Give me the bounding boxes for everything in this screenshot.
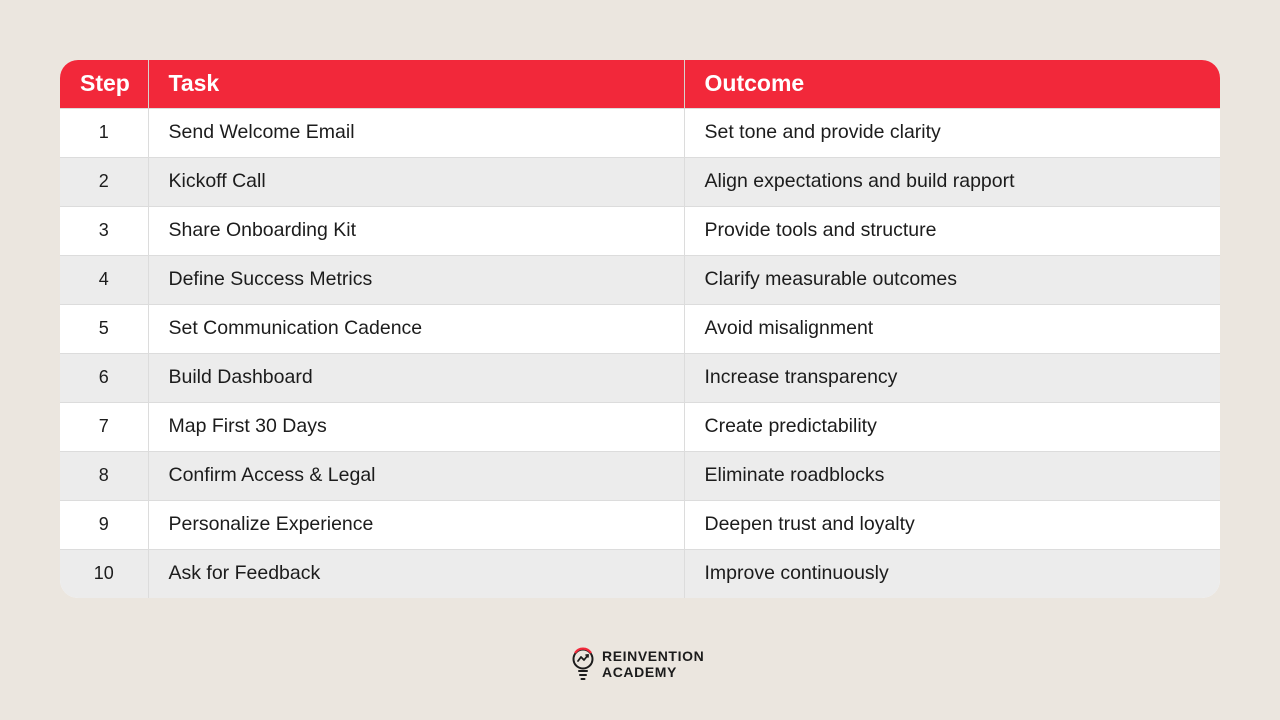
cell-step: 2 xyxy=(60,157,148,206)
cell-task: Send Welcome Email xyxy=(148,108,684,157)
cell-step: 6 xyxy=(60,353,148,402)
cell-task: Confirm Access & Legal xyxy=(148,451,684,500)
onboarding-table-card xyxy=(60,60,1220,598)
onboarding-steps-table xyxy=(60,60,1220,598)
cell-task: Kickoff Call xyxy=(148,157,684,206)
cell-outcome: Avoid misalignment xyxy=(684,304,1220,353)
cell-outcome: Clarify measurable outcomes xyxy=(684,255,1220,304)
cell-outcome: Eliminate roadblocks xyxy=(684,451,1220,500)
cell-task: Personalize Experience xyxy=(148,500,684,549)
cell-step: 3 xyxy=(60,206,148,255)
cell-step: 4 xyxy=(60,255,148,304)
cell-task: Share Onboarding Kit xyxy=(148,206,684,255)
cell-step: 5 xyxy=(60,304,148,353)
cell-outcome: Set tone and provide clarity xyxy=(684,108,1220,157)
cell-outcome: Provide tools and structure xyxy=(684,206,1220,255)
table-row xyxy=(60,255,1220,304)
table-header-row xyxy=(60,60,1220,108)
table-row xyxy=(60,402,1220,451)
cell-step: 7 xyxy=(60,402,148,451)
table-row xyxy=(60,304,1220,353)
header-outcome: Outcome xyxy=(684,60,1220,108)
cell-outcome: Increase transparency xyxy=(684,353,1220,402)
cell-task: Map First 30 Days xyxy=(148,402,684,451)
cell-outcome: Deepen trust and loyalty xyxy=(684,500,1220,549)
table-row xyxy=(60,451,1220,500)
brand-name-line1: REINVENTION xyxy=(602,648,705,664)
cell-task: Build Dashboard xyxy=(148,353,684,402)
cell-outcome: Create predictability xyxy=(684,402,1220,451)
header-step: Step xyxy=(80,70,130,97)
table-row xyxy=(60,157,1220,206)
table-row xyxy=(60,206,1220,255)
lightbulb-logo-icon xyxy=(570,647,596,681)
header-task: Task xyxy=(148,60,684,108)
table-row xyxy=(60,500,1220,549)
cell-outcome: Align expectations and build rapport xyxy=(684,157,1220,206)
brand-logo xyxy=(570,645,704,683)
table-row xyxy=(60,549,1220,598)
brand-name-line2: ACADEMY xyxy=(602,664,677,680)
cell-step: 8 xyxy=(60,451,148,500)
cell-step: 1 xyxy=(60,108,148,157)
cell-task: Set Communication Cadence xyxy=(148,304,684,353)
cell-step: 10 xyxy=(60,549,148,598)
cell-task: Ask for Feedback xyxy=(148,549,684,598)
cell-step: 9 xyxy=(60,500,148,549)
table-row xyxy=(60,108,1220,157)
cell-outcome: Improve continuously xyxy=(684,549,1220,598)
cell-task: Define Success Metrics xyxy=(148,255,684,304)
table-row xyxy=(60,353,1220,402)
